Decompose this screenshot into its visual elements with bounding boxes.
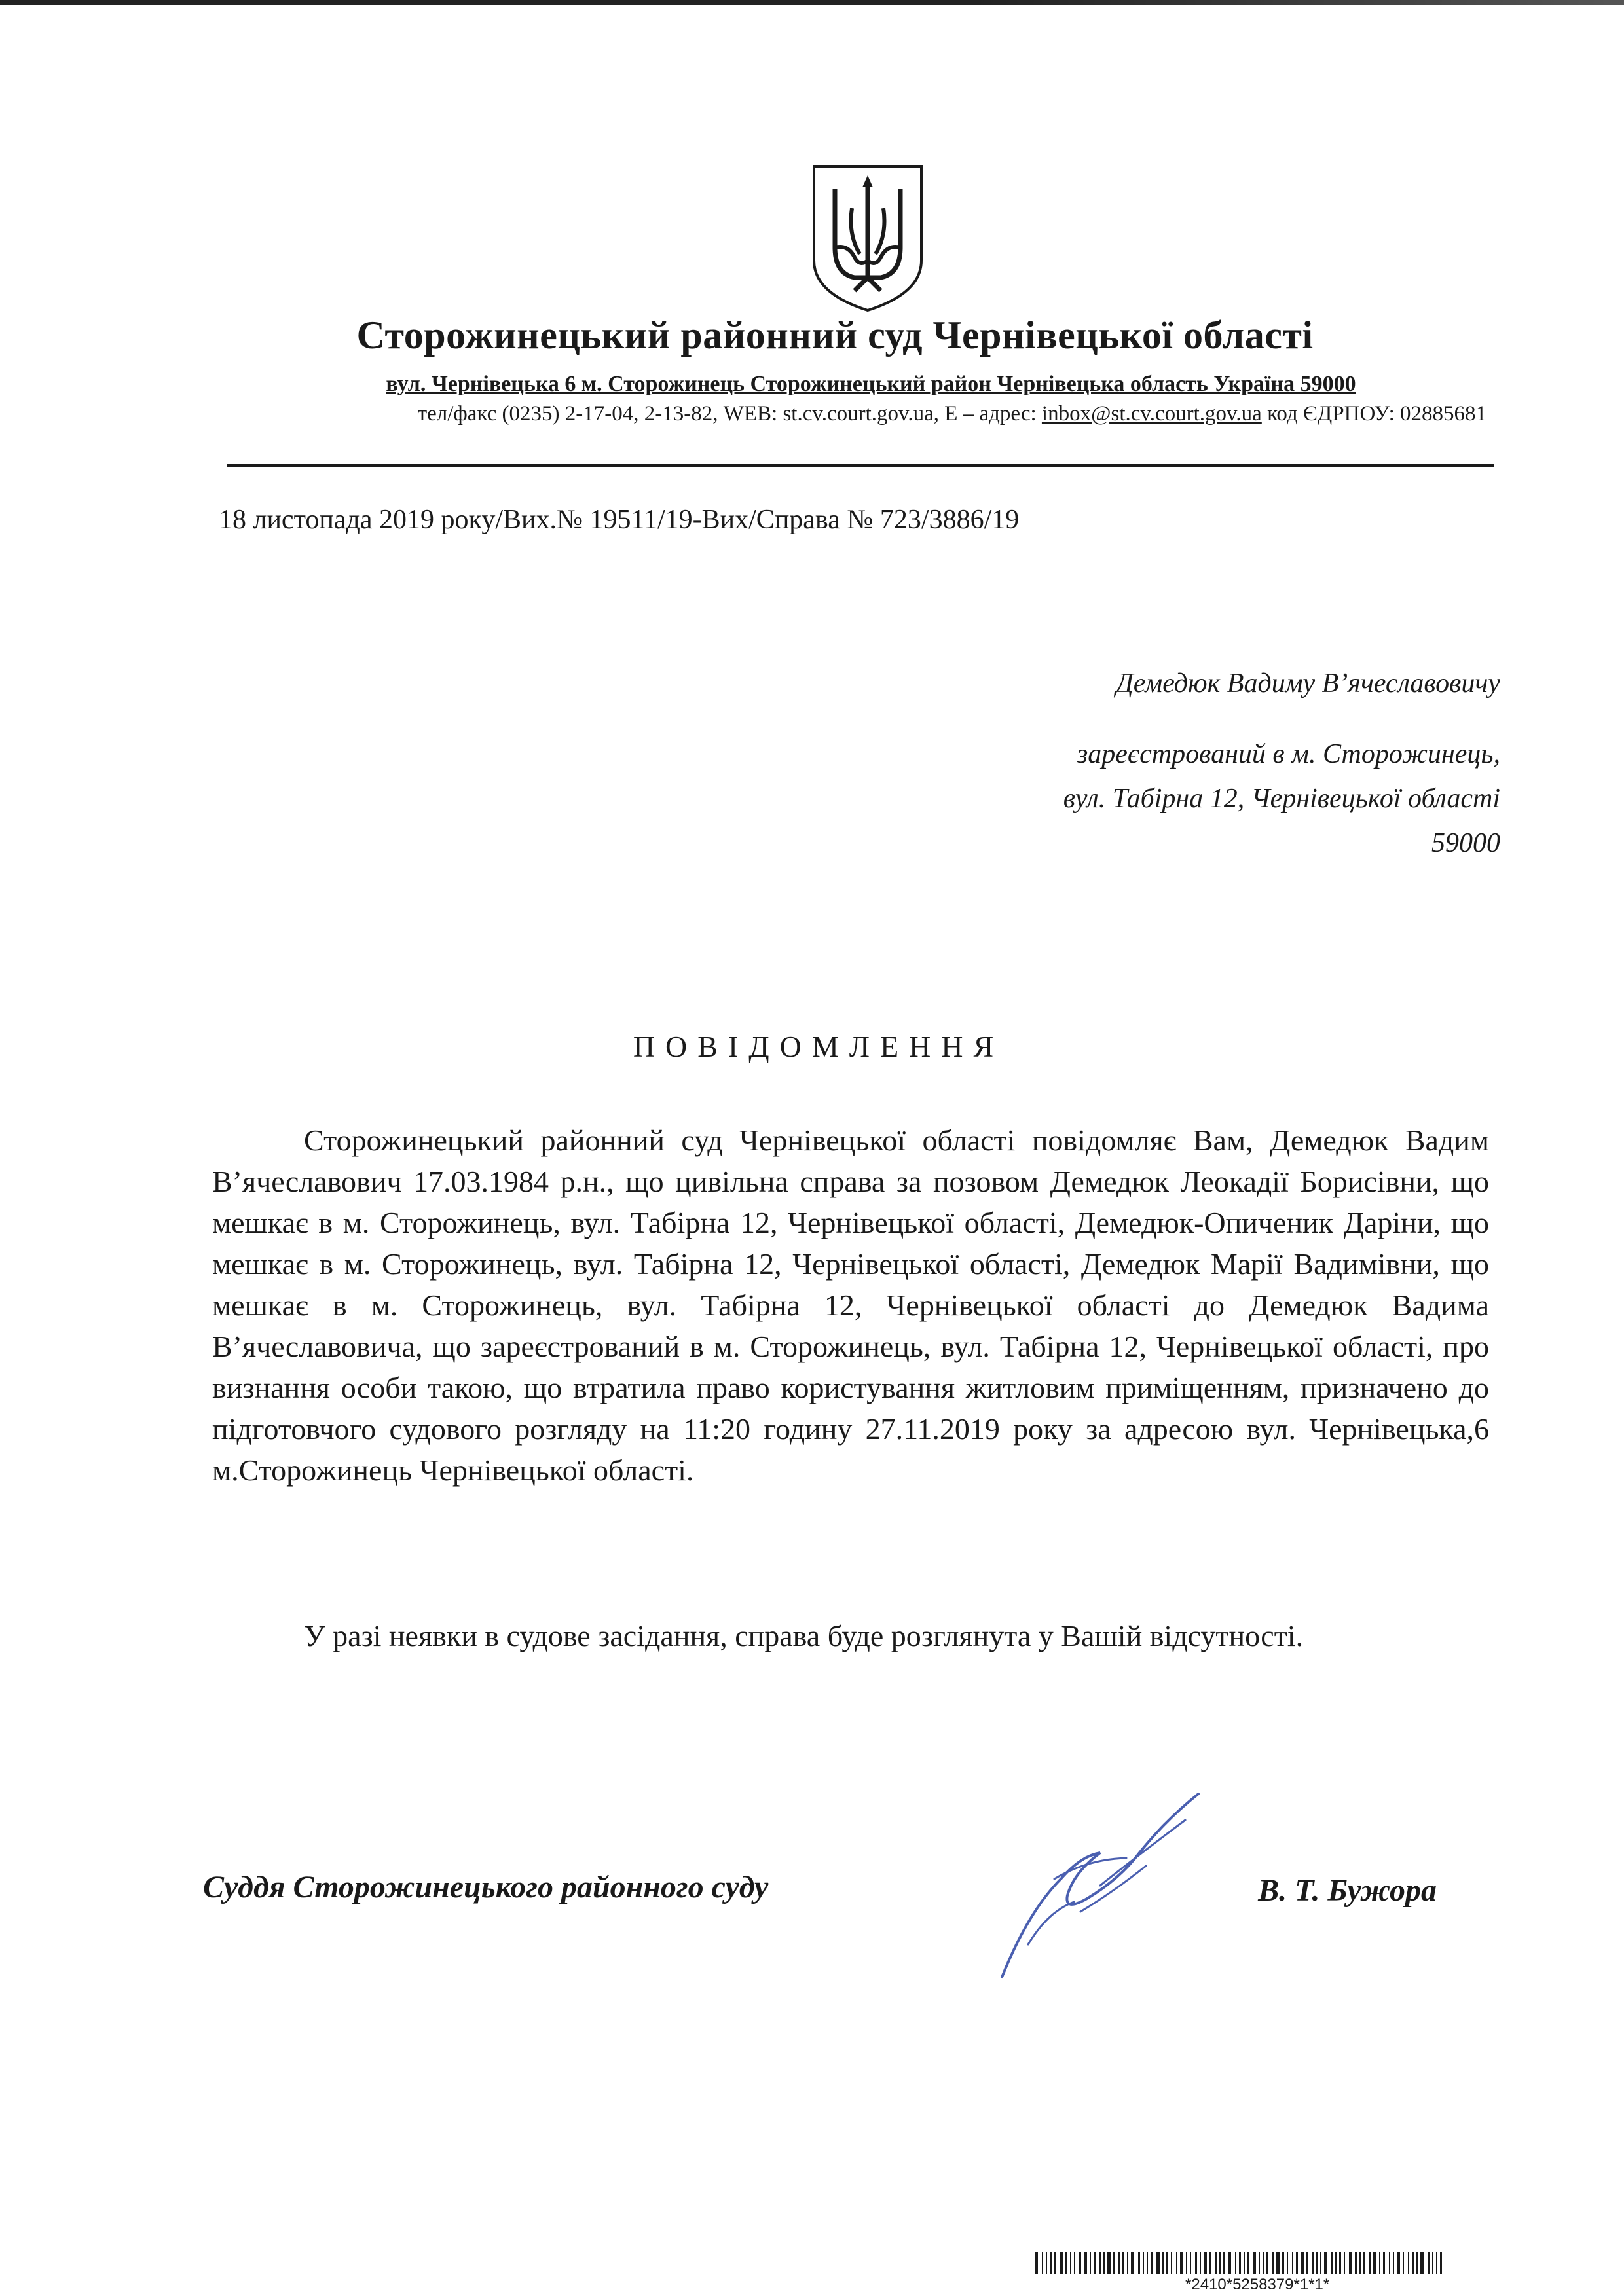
recipient-name: Демедюк Вадиму В’ячеславовичу bbox=[1116, 668, 1500, 699]
contacts-suffix: код ЄДРПОУ: 02885681 bbox=[1261, 402, 1486, 426]
document-reference: 18 листопада 2019 року/Вих.№ 19511/19-Вих/Справа № 723/3886/19 bbox=[219, 505, 1020, 535]
court-contacts bbox=[229, 402, 1486, 426]
court-email-link[interactable]: inbox@st.cv.court.gov.ua bbox=[1041, 402, 1262, 426]
barcode-icon bbox=[1035, 2252, 1447, 2274]
court-address: вул. Чернівецька 6 м. Сторожинець Сторожинецький район Чернівецька область Україна 59000 bbox=[386, 372, 1356, 396]
handwritten-signature-icon bbox=[989, 1781, 1251, 1990]
trident-coat-of-arms-icon bbox=[809, 162, 927, 313]
signatory-title: Суддя Сторожинецького районного суду bbox=[203, 1870, 769, 1904]
recipient-address-line1: зареєстрований в м. Сторожинець, bbox=[1077, 739, 1500, 769]
signatory-name: В. Т. Бужора bbox=[1258, 1873, 1437, 1908]
recipient-postcode: 59000 bbox=[1431, 828, 1500, 858]
notice-paragraph-absence: У разі неявки в судове засідання, справа буде розглянута у Вашій відсутності. bbox=[304, 1619, 1304, 1652]
scan-top-edge bbox=[0, 0, 1624, 5]
barcode-number: *2410*5258379*1*1* bbox=[1185, 2276, 1330, 2293]
court-name: Сторожинецький районний суд Чернівецької області bbox=[356, 314, 1314, 357]
header-divider bbox=[227, 464, 1494, 467]
contacts-prefix: тел/факс (0235) 2-17-04, 2-13-82, WEB: st.cv.court.gov.ua, E – адрес: bbox=[417, 402, 1042, 426]
recipient-block bbox=[1063, 661, 1500, 866]
recipient-address-line2: вул. Табірна 12, Чернівецької області bbox=[1063, 784, 1500, 814]
notice-title: ПОВІДОМЛЕННЯ bbox=[633, 1030, 1005, 1063]
notice-paragraph-main: Сторожинецький районний суд Чернівецької області повідомляє Вам, Демедюк Вадим В’ячеславович 17.03.1984 р.н., що цивільна справа за позовом Демедюк Леокадії Борисівни, що мешкає в м. Сторожинець, вул. Табірна 12, Чернівецької області, Демедюк-Опиченик Даріни, що мешкає в м. Сторожинець, вул. Табірна 12, Чернівецької області, Демедюк Марії Вадимівни, що мешкає в м. Сторожинець, вул. Табірна 12, Чернівецької області до Демедюк Вадима В’ячеславовича, що зареєстрований в м. Сторожинець, вул. Табірна 12, Чернівецької області, про визнання особи такою, що втратила право користування житловим приміщенням, призначено до підготовчого судового розгляду на 11:20 годину 27.11.2019 року за адресою вул. Чернівецька,6 м.Сторожинець Чернівецької області. bbox=[212, 1123, 1489, 1487]
